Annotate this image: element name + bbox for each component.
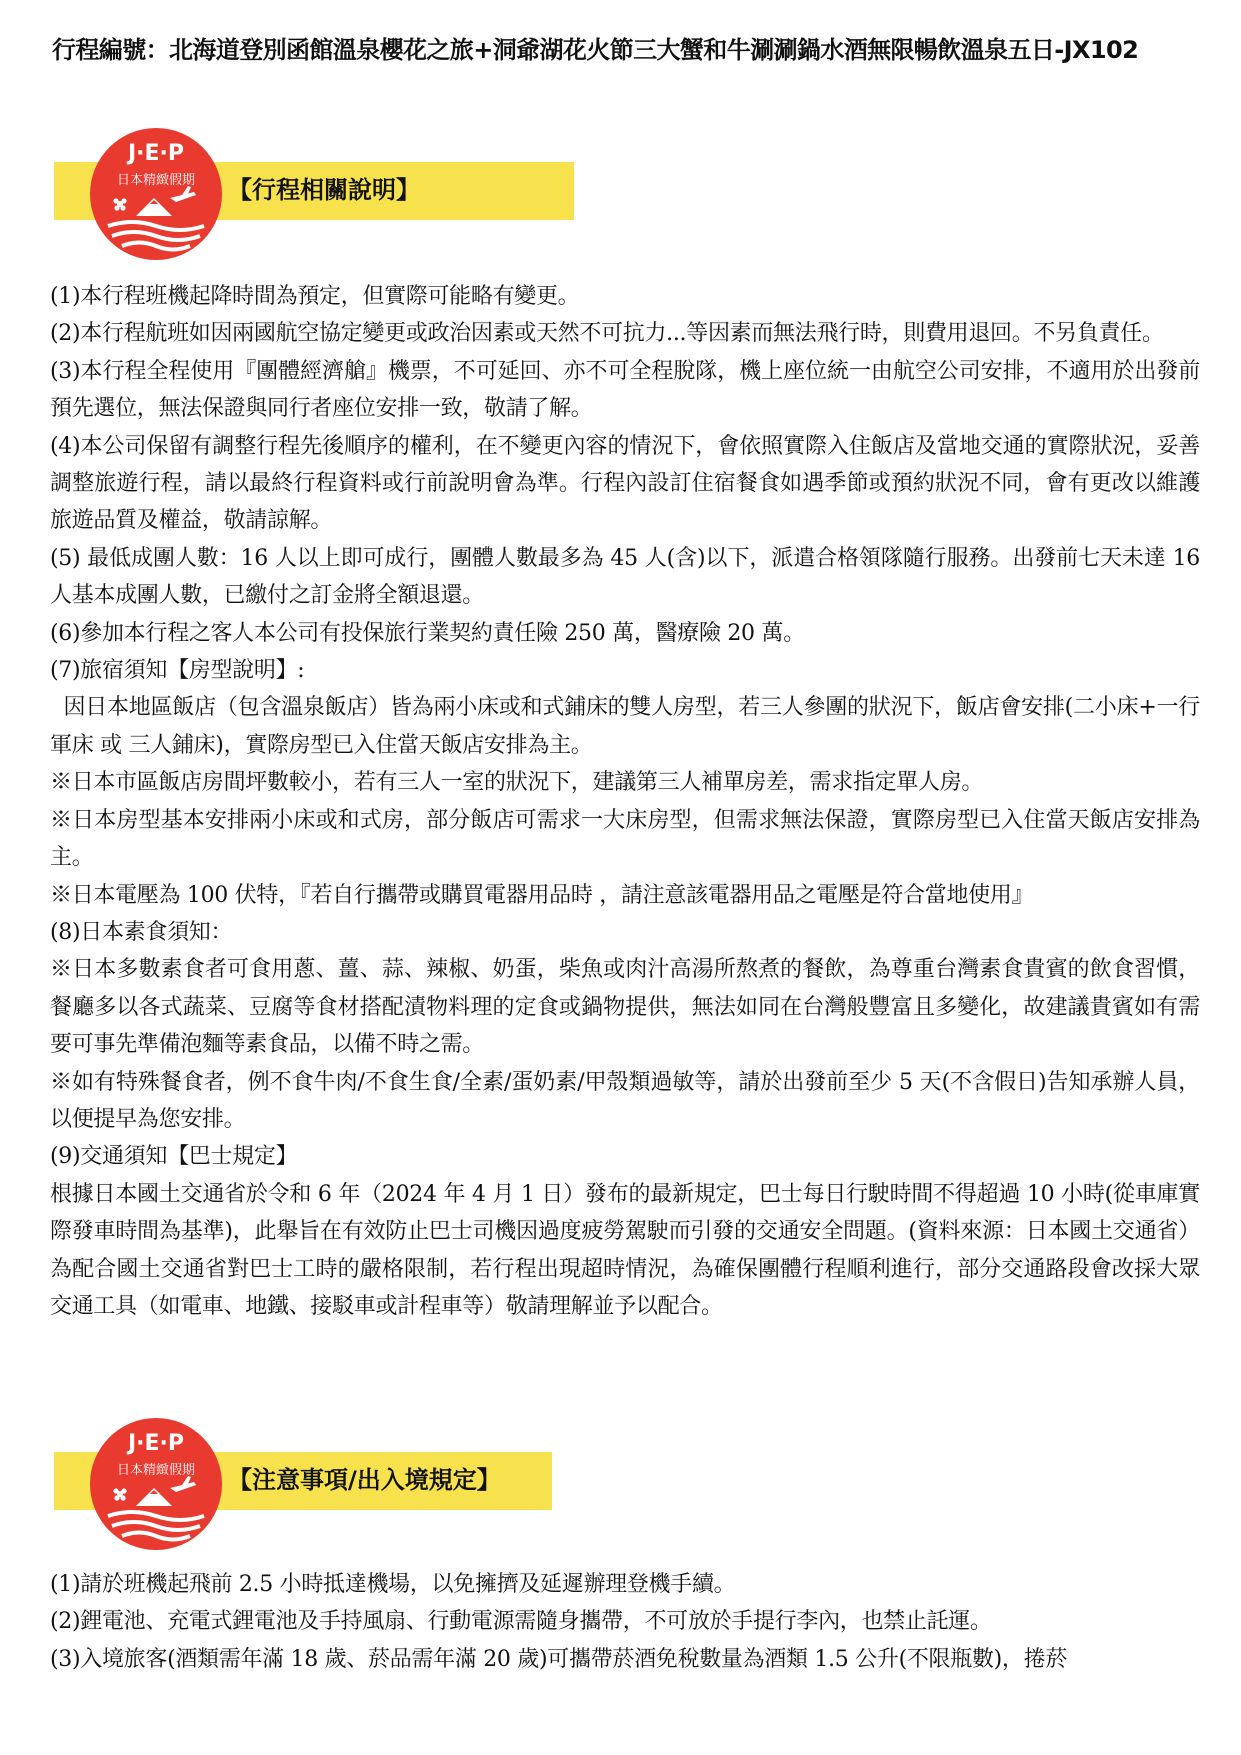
document-title: 行程編號：北海道登別函館溫泉櫻花之旅+洞爺湖花火節三大蟹和牛涮涮鍋水酒無限暢飲溫泉五日-JX102 [52, 36, 1139, 64]
paragraph: 因日本地區飯店（包含溫泉飯店）皆為兩小床或和式鋪床的雙人房型，若三人參團的狀況下，飯店會安排(二小床+一行軍床 或 三人鋪床)，實際房型已入住當天飯店安排為主。 [50, 695, 1200, 758]
paragraph: ※日本電壓為 100 伏特，『若自行攜帶或購買電器用品時 ，請注意該電器用品之電壓是符合當地使用』 [50, 882, 1034, 908]
paragraph: (9)交通須知【巴士規定】 [50, 1144, 298, 1170]
paragraph: (3)入境旅客(酒類需年滿 18 歲、菸品需年滿 20 歲)可攜帶菸酒免稅數量為酒類 1.5 公升(不限瓶數)，捲菸 [50, 1646, 1068, 1672]
section-body-notices [50, 1566, 1200, 1678]
section-banner-notices [50, 1410, 590, 1566]
logo-text-jep: J·E·P [127, 141, 185, 166]
logo-text-jep: J·E·P [127, 1431, 185, 1456]
paragraph: ※日本房型基本安排兩小床或和式房，部分飯店可需求一大床房型，但需求無法保證，實際房型已入住當天飯店安排為主。 [50, 807, 1200, 871]
jep-logo-icon [88, 126, 224, 262]
paragraph: 根據日本國土交通省於令和 6 年（2024 年 4 月 1 日）發布的最新規定，巴士每日行駛時間不得超過 10 小時(從車庫實際發車時間為基準)，此舉旨在有效防止巴士司機因過度疲勞駕駛而引發的交通安全問題。(資料來源：日本國土交通省）為配合國土交通省對巴士工時的嚴格限制，若行程出現超時情況，為確保團體行程順利進行，部分交通路段會改採大眾交通工具（如電車、地鐵、接駁車或計程車等）敬請理解並予以配合。 [50, 1181, 1200, 1319]
jep-logo-icon [88, 1416, 224, 1552]
paragraph: (7)旅宿須知【房型說明】: [50, 658, 305, 684]
paragraph: (5) 最低成團人數：16 人以上即可成行，團體人數最多為 45 人(含)以下，派遣合格領隊隨行服務。出發前七天未達 16 人基本成團人數，已繳付之訂金將全額退還。 [50, 545, 1200, 609]
logo-text-brand: 日本精緻假期 [116, 173, 196, 188]
section-heading: 【行程相關說明】 [228, 176, 420, 204]
paragraph: ※日本市區飯店房間坪數較小，若有三人一室的狀況下，建議第三人補單房差，需求指定單人房。 [50, 770, 984, 796]
paragraph: ※日本多數素食者可食用蔥、薑、蒜、辣椒、奶蛋，柴魚或肉汁高湯所熬煮的餐飲，為尊重台灣素食貴賓的飲食習慣，餐廳多以各式蔬菜、豆腐等食材搭配漬物料理的定食或鍋物提供，無法如同在台灣般豐富且多變化，故建議貴賓如有需要可事先準備泡麵等素食品，以備不時之需。 [50, 957, 1200, 1058]
paragraph: (6)參加本行程之客人本公司有投保旅行業契約責任險 250 萬，醫療險 20 萬。 [50, 620, 805, 646]
paragraph: (1)本行程班機起降時間為預定，但實際可能略有變更。 [50, 284, 580, 309]
section-banner-itinerary [50, 120, 590, 276]
paragraph: (2)本行程航班如因兩國航空協定變更或政治因素或天然不可抗力...等因素而無法飛行時，則費用退回。不另負責任。 [50, 321, 1164, 347]
section-heading: 【注意事項/出入境規定】 [228, 1466, 501, 1494]
paragraph: (3)本行程全程使用『團體經濟艙』機票，不可延回、亦不可全程脫隊，機上座位統一由航空公司安排，不適用於出發前預先選位，無法保證與同行者座位安排一致，敬請了解。 [50, 358, 1200, 422]
paragraph: (1)請於班機起飛前 2.5 小時抵達機場，以免擁擠及延遲辦理登機手續。 [50, 1572, 736, 1597]
paragraph: (2)鋰電池、充電式鋰電池及手持風扇、行動電源需隨身攜帶，不可放於手提行李內，也禁止託運。 [50, 1609, 992, 1635]
paragraph: (8)日本素食須知： [50, 919, 233, 945]
paragraph: (4)本公司保留有調整行程先後順序的權利，在不變更內容的情況下，會依照實際入住飯店及當地交通的實際狀況，妥善調整旅遊行程，請以最終行程資料或行前說明會為準。行程內設訂住宿餐食如遇季節或預約狀況不同，會有更改以維護旅遊品質及權益，敬請諒解。 [50, 433, 1200, 534]
logo-text-brand: 日本精緻假期 [116, 1463, 196, 1478]
paragraph: ※如有特殊餐食者，例不食牛肉/不食生食/全素/蛋奶素/甲殼類過敏等，請於出發前至少 5 天(不含假日)告知承辦人員，以便提早為您安排。 [50, 1069, 1200, 1132]
section-body-itinerary [50, 278, 1200, 1325]
